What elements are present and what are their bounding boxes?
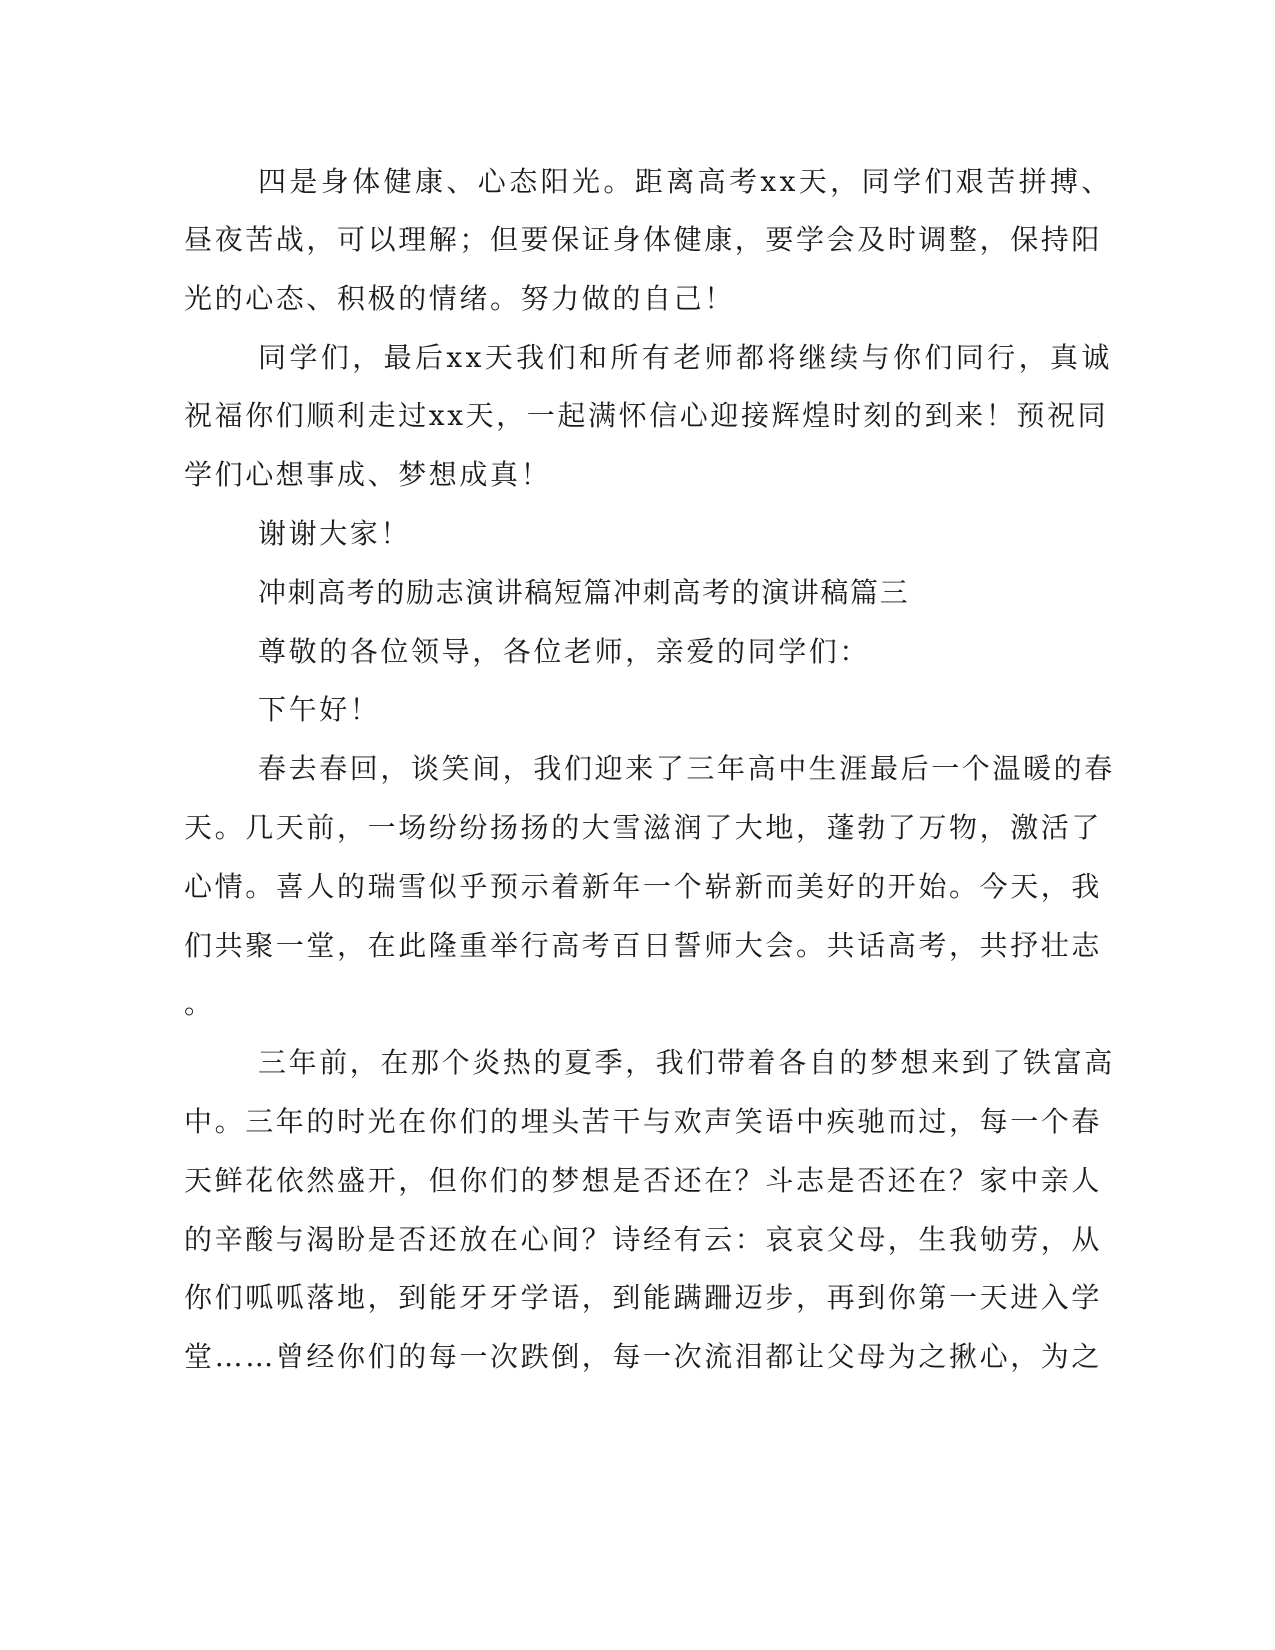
- paragraph-line: 同学们，最后xx天我们和所有老师都将继续与你们同行，真诚: [258, 341, 1113, 374]
- salutation-line: 尊敬的各位领导，各位老师，亲爱的同学们：: [258, 635, 871, 668]
- paragraph-line: 学们心想事成、梦想成真！: [184, 458, 552, 491]
- paragraph-line: 们共聚一堂，在此隆重举行高考百日誓师大会。共话高考，共抒壮志: [184, 929, 1103, 962]
- paragraph-line: 春去春回，谈笑间，我们迎来了三年高中生涯最后一个温暖的春: [258, 752, 1115, 785]
- paragraph-line: 。: [184, 987, 213, 1020]
- paragraph-line: 堂……曾经你们的每一次跌倒，每一次流泪都让父母为之揪心，为之: [184, 1340, 1103, 1373]
- paragraph-line: 谢谢大家！: [258, 517, 412, 550]
- paragraph-line: 昼夜苦战，可以理解；但要保证身体健康，要学会及时调整，保持阳: [184, 223, 1103, 256]
- paragraph-line: 四是身体健康、心态阳光。距离高考xx天，同学们艰苦拼搏、: [258, 165, 1113, 198]
- paragraph-line: 的辛酸与渴盼是否还放在心间？诗经有云：哀哀父母，生我劬劳，从: [184, 1223, 1103, 1256]
- paragraph-line: 你们呱呱落地，到能牙牙学语，到能蹒跚迈步，再到你第一天进入学: [184, 1281, 1103, 1314]
- paragraph-line: 天鲜花依然盛开，但你们的梦想是否还在？斗志是否还在？家中亲人: [184, 1164, 1103, 1197]
- paragraph-line: 祝福你们顺利走过xx天，一起满怀信心迎接辉煌时刻的到来！预祝同: [184, 399, 1109, 432]
- paragraph-line: 三年前，在那个炎热的夏季，我们带着各自的梦想来到了铁富高: [258, 1046, 1115, 1079]
- paragraph-line: 中。三年的时光在你们的埋头苦干与欢声笑语中疾驰而过，每一个春: [184, 1105, 1103, 1138]
- section-heading: 冲刺高考的励志演讲稿短篇冲刺高考的演讲稿篇三: [258, 576, 910, 609]
- greeting-line: 下午好！: [258, 693, 381, 726]
- paragraph-line: 光的心态、积极的情绪。努力做的自己！: [184, 282, 735, 315]
- paragraph-line: 天。几天前，一场纷纷扬扬的大雪滋润了大地，蓬勃了万物，激活了: [184, 811, 1103, 844]
- paragraph-line: 心情。喜人的瑞雪似乎预示着新年一个崭新而美好的开始。今天，我: [184, 870, 1103, 903]
